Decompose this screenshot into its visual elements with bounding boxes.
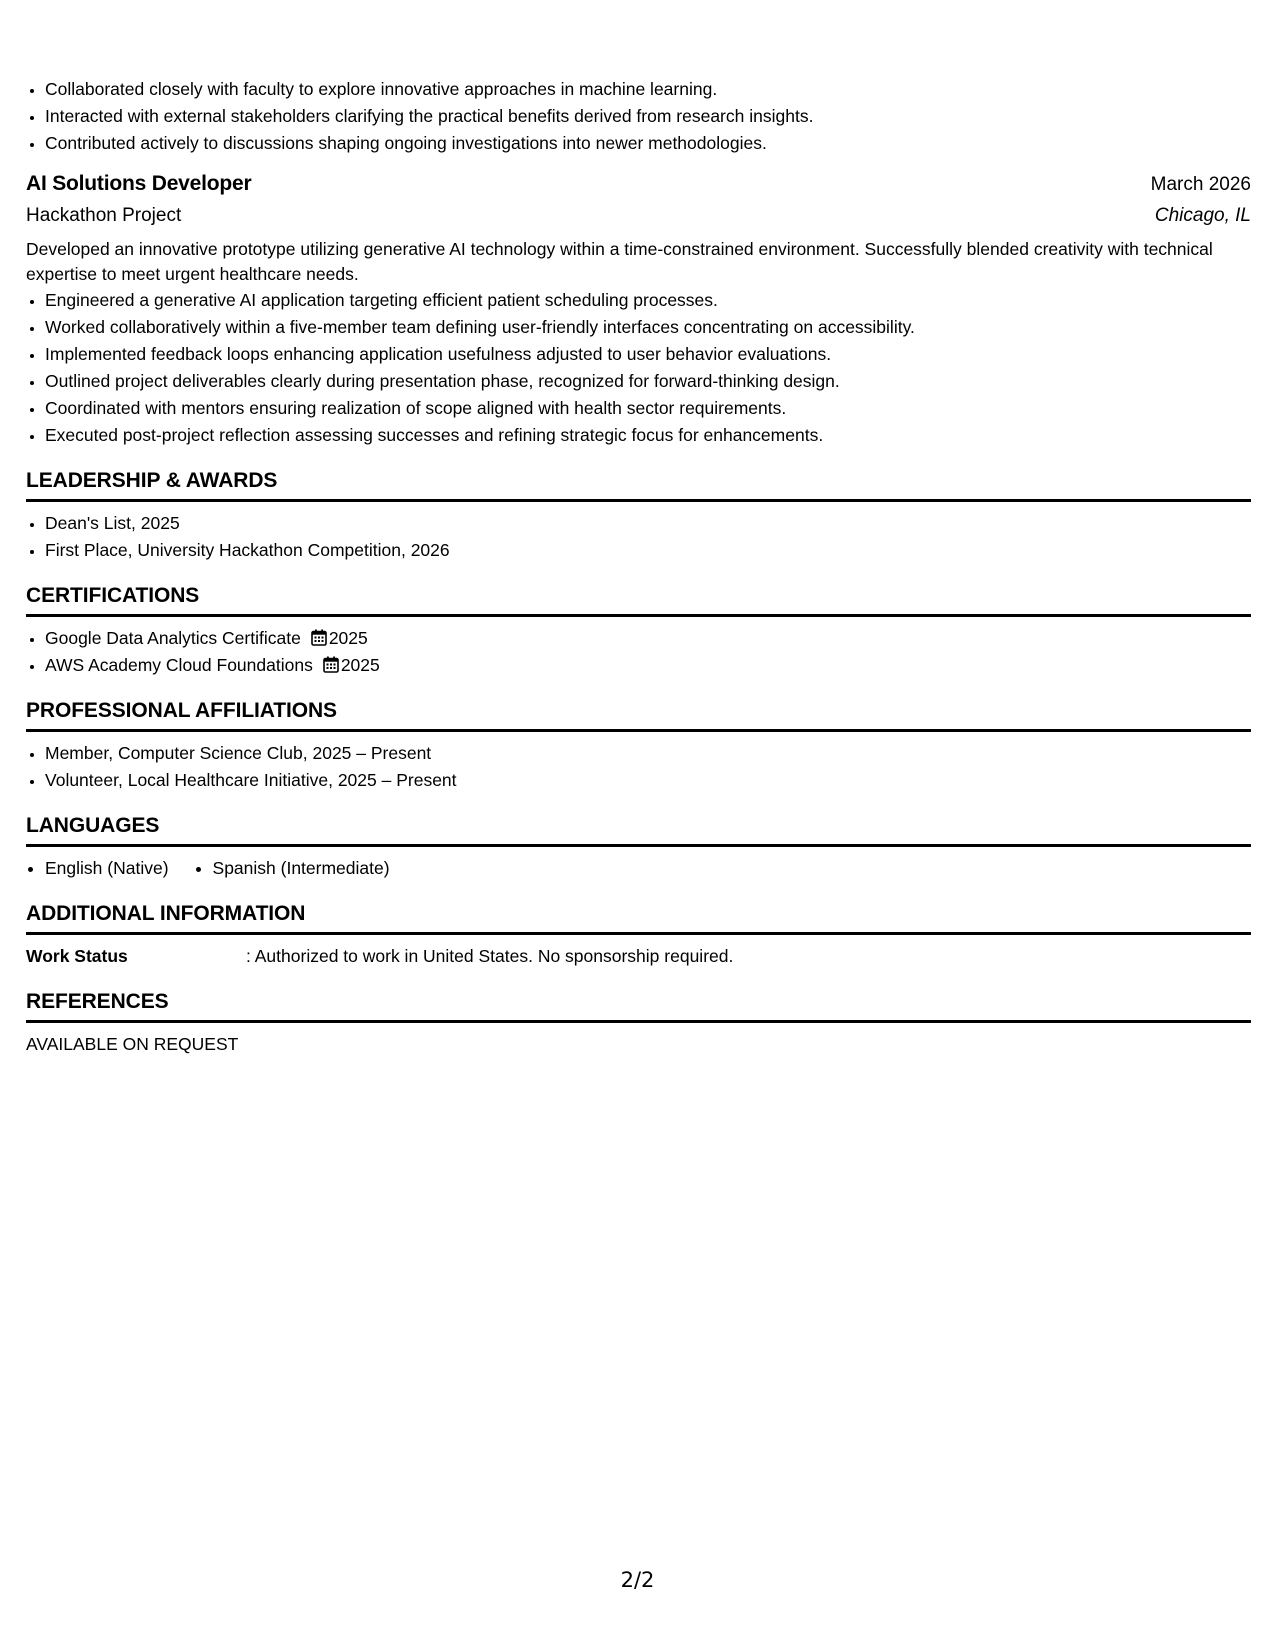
list-item: • Executed post-project reflection assessing successes and refining strategic focus for enhancements. <box>45 422 1251 449</box>
job-organization: Hackathon Project <box>26 205 182 226</box>
job-subheader <box>26 201 1251 231</box>
list-item <box>45 625 1251 652</box>
list-item <box>45 652 1251 679</box>
job-description: Developed an innovative prototype utilizing generative AI technology within a time-constrained environment. Successfully blended creativity with technical expertise to meet urgent healthcare needs. <box>26 239 1213 284</box>
job-entry <box>26 169 1251 449</box>
additional-info-section <box>26 900 1251 970</box>
page-number: 2/2 <box>620 1568 655 1592</box>
section-title: PROFESSIONAL AFFILIATIONS <box>26 697 1251 732</box>
list-item: • Outlined project deliverables clearly during presentation phase, recognized for forward-thinking design. <box>45 368 1251 395</box>
languages-list <box>26 855 1251 882</box>
languages-section <box>26 812 1251 882</box>
section-title: REFERENCES <box>26 988 1251 1023</box>
work-status-row <box>26 943 1251 970</box>
list-item: • Volunteer, Local Healthcare Initiative, 2025 – Present <box>45 767 1251 794</box>
list-item: • Interacted with external stakeholders clarifying the practical benefits derived from research insights. <box>45 103 1251 130</box>
affiliations-list <box>26 740 1251 794</box>
affiliations-section <box>26 697 1251 794</box>
section-title: LEADERSHIP & AWARDS <box>26 467 1251 502</box>
list-item: • English (Native) <box>45 855 169 882</box>
list-item: • Spanish (Intermediate) <box>213 855 390 882</box>
certification-year: 2025 <box>340 655 380 675</box>
calendar-icon <box>311 627 327 644</box>
references-text: AVAILABLE ON REQUEST <box>26 1034 239 1054</box>
work-status-label: Work Status <box>26 946 128 966</box>
section-title: LANGUAGES <box>26 812 1251 847</box>
leadership-list <box>26 510 1251 564</box>
previous-job-bullets <box>26 76 1251 157</box>
list-item: • First Place, University Hackathon Competition, 2026 <box>45 537 1251 564</box>
work-status-value: : Authorized to work in United States. No sponsorship required. <box>246 946 734 966</box>
job-header <box>26 169 1251 200</box>
section-title: ADDITIONAL INFORMATION <box>26 900 1251 935</box>
list-item: • Coordinated with mentors ensuring realization of scope aligned with health sector requirements. <box>45 395 1251 422</box>
certifications-list <box>26 625 1251 679</box>
section-title: CERTIFICATIONS <box>26 582 1251 617</box>
list-item: • Collaborated closely with faculty to explore innovative approaches in machine learning. <box>45 76 1251 103</box>
certification-name: Google Data Analytics Certificate <box>45 628 301 648</box>
resume-page <box>26 76 1251 1058</box>
job-bullets <box>26 287 1251 449</box>
list-item: • Engineered a generative AI application targeting efficient patient scheduling processes. <box>45 287 1251 314</box>
job-title: AI Solutions Developer <box>26 172 252 195</box>
job-date: March 2026 <box>1150 174 1251 195</box>
list-item: • Dean's List, 2025 <box>45 510 1251 537</box>
list-item: • Member, Computer Science Club, 2025 – Present <box>45 740 1251 767</box>
calendar-icon <box>323 654 339 671</box>
job-location: Chicago, IL <box>1154 205 1251 226</box>
certification-year: 2025 <box>328 628 368 648</box>
certifications-section <box>26 582 1251 679</box>
list-item: • Worked collaboratively within a five-member team defining user-friendly interfaces concentrating on accessibility. <box>45 314 1251 341</box>
list-item: • Contributed actively to discussions shaping ongoing investigations into newer methodologies. <box>45 130 1251 157</box>
references-section <box>26 988 1251 1058</box>
certification-name: AWS Academy Cloud Foundations <box>45 655 313 675</box>
list-item: • Implemented feedback loops enhancing application usefulness adjusted to user behavior evaluations. <box>45 341 1251 368</box>
leadership-section <box>26 467 1251 564</box>
